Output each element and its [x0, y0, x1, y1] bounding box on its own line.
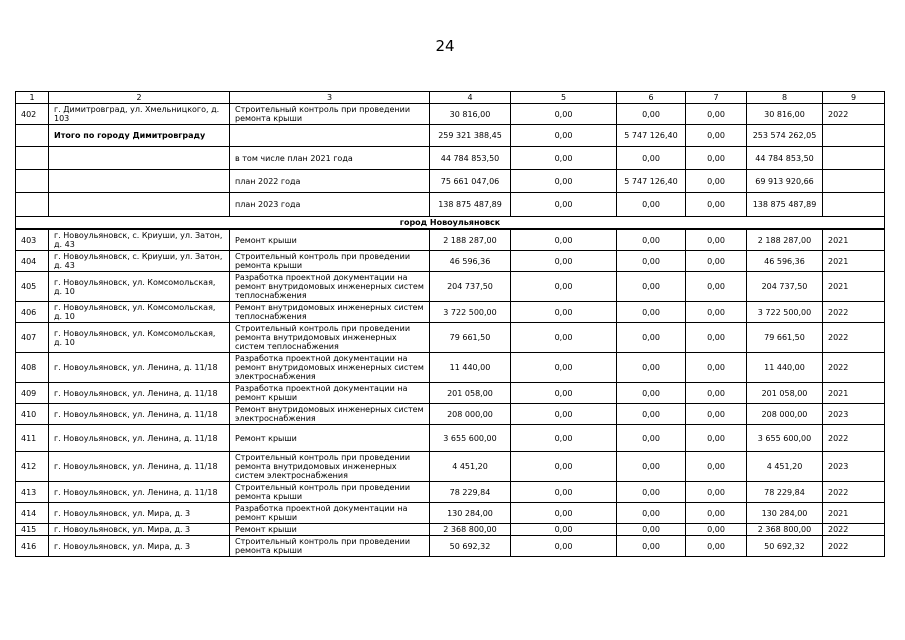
table-row — [16, 251, 885, 272]
funds-cell-7: 0,00 — [686, 503, 747, 524]
funds-cell-5: 0,00 — [511, 170, 617, 193]
address-cell: г. Новоульяновск, ул. Ленина, д. 11/18 — [49, 383, 230, 404]
funds-cell-5: 0,00 — [511, 524, 617, 536]
funds-cell-8: 4 451,20 — [747, 452, 823, 482]
funds-cell-7: 0,00 — [686, 323, 747, 353]
work-type-cell: Строительный контроль при проведении ремонта крыши — [230, 104, 430, 125]
funds-cell-8: 30 816,00 — [747, 104, 823, 125]
table-row — [16, 104, 885, 125]
funds-cell-6: 0,00 — [617, 323, 686, 353]
funds-cell-8: 208 000,00 — [747, 404, 823, 425]
plan-label: в том числе план 2021 года — [230, 147, 430, 170]
empty-cell — [49, 193, 230, 217]
address-cell: г. Новоульяновск, ул. Комсомольская, д. 10 — [49, 323, 230, 353]
column-header-5: 5 — [511, 92, 617, 104]
column-header-7: 7 — [686, 92, 747, 104]
row-number: 412 — [16, 452, 49, 482]
row-number: 407 — [16, 323, 49, 353]
funds-cell-5: 0,00 — [511, 404, 617, 425]
address-cell: г. Димитровград, ул. Хмельницкого, д. 103 — [49, 104, 230, 125]
funds-cell-8: 130 284,00 — [747, 503, 823, 524]
funds-cell-8: 204 737,50 — [747, 272, 823, 302]
funds-cell-6: 0,00 — [617, 104, 686, 125]
total-cost-cell: 138 875 487,89 — [430, 193, 511, 217]
total-cost-cell: 2 188 287,00 — [430, 229, 511, 251]
address-cell: г. Новоульяновск, ул. Ленина, д. 11/18 — [49, 353, 230, 383]
empty-cell — [16, 147, 49, 170]
work-type-cell: Строительный контроль при проведении ремонта внутридомовых инженерных систем теплоснабжения — [230, 323, 430, 353]
row-number: 405 — [16, 272, 49, 302]
year-cell: 2021 — [823, 229, 885, 251]
empty-cell — [16, 125, 49, 147]
work-type-cell: Строительный контроль при проведении ремонта внутридомовых инженерных систем электроснабжения — [230, 452, 430, 482]
funds-cell-7: 0,00 — [686, 170, 747, 193]
funds-cell-7: 0,00 — [686, 302, 747, 323]
funds-cell-5: 0,00 — [511, 251, 617, 272]
row-number: 406 — [16, 302, 49, 323]
funds-cell-8: 79 661,50 — [747, 323, 823, 353]
work-type-cell: Разработка проектной документации на ремонт крыши — [230, 383, 430, 404]
funds-cell-5: 0,00 — [511, 536, 617, 557]
row-number: 402 — [16, 104, 49, 125]
row-number: 414 — [16, 503, 49, 524]
row-number: 409 — [16, 383, 49, 404]
total-cost-cell: 2 368 800,00 — [430, 524, 511, 536]
column-header-3: 3 — [230, 92, 430, 104]
total-cost-cell: 78 229,84 — [430, 482, 511, 503]
plan-row — [16, 147, 885, 170]
total-cost-cell: 11 440,00 — [430, 353, 511, 383]
year-cell: 2021 — [823, 503, 885, 524]
funds-cell-5: 0,00 — [511, 193, 617, 217]
plan-row — [16, 193, 885, 217]
row-number: 408 — [16, 353, 49, 383]
funds-cell-5: 0,00 — [511, 302, 617, 323]
address-cell: г. Новоульяновск, ул. Мира, д. 3 — [49, 524, 230, 536]
funds-cell-5: 0,00 — [511, 323, 617, 353]
total-cost-cell: 208 000,00 — [430, 404, 511, 425]
empty-cell — [16, 170, 49, 193]
funds-cell-7: 0,00 — [686, 229, 747, 251]
year-cell: 2021 — [823, 383, 885, 404]
page-number: 24 — [435, 37, 455, 55]
funds-cell-8: 69 913 920,66 — [747, 170, 823, 193]
address-cell: г. Новоульяновск, ул. Ленина, д. 11/18 — [49, 452, 230, 482]
funds-cell-6: 0,00 — [617, 425, 686, 452]
year-cell: 2022 — [823, 524, 885, 536]
empty-cell — [823, 125, 885, 147]
row-number: 416 — [16, 536, 49, 557]
funds-cell-7: 0,00 — [686, 425, 747, 452]
funds-cell-8: 3 655 600,00 — [747, 425, 823, 452]
funds-cell-7: 0,00 — [686, 353, 747, 383]
row-number: 415 — [16, 524, 49, 536]
total-cost-cell: 201 058,00 — [430, 383, 511, 404]
table-row — [16, 323, 885, 353]
address-cell: г. Новоульяновск, ул. Ленина, д. 11/18 — [49, 404, 230, 425]
funds-cell-6: 0,00 — [617, 147, 686, 170]
table-row — [16, 404, 885, 425]
year-cell: 2023 — [823, 452, 885, 482]
funds-cell-5: 0,00 — [511, 125, 617, 147]
total-cost-cell: 204 737,50 — [430, 272, 511, 302]
work-type-cell: Строительный контроль при проведении ремонта крыши — [230, 482, 430, 503]
funds-cell-5: 0,00 — [511, 425, 617, 452]
year-cell: 2021 — [823, 251, 885, 272]
work-type-cell: Ремонт крыши — [230, 524, 430, 536]
funds-cell-8: 50 692,32 — [747, 536, 823, 557]
funds-cell-5: 0,00 — [511, 272, 617, 302]
funds-cell-5: 0,00 — [511, 482, 617, 503]
work-type-cell: Ремонт внутридомовых инженерных систем теплоснабжения — [230, 302, 430, 323]
header-row — [16, 92, 885, 104]
funds-cell-6: 0,00 — [617, 383, 686, 404]
empty-cell — [49, 147, 230, 170]
plan-row — [16, 170, 885, 193]
funds-cell-5: 0,00 — [511, 147, 617, 170]
funds-cell-7: 0,00 — [686, 125, 747, 147]
funds-cell-5: 0,00 — [511, 229, 617, 251]
column-header-1: 1 — [16, 92, 49, 104]
capital-repair-table — [15, 91, 885, 557]
work-type-cell: Разработка проектной документации на ремонт крыши — [230, 503, 430, 524]
year-cell: 2022 — [823, 302, 885, 323]
funds-cell-6: 0,00 — [617, 229, 686, 251]
total-cost-cell: 3 722 500,00 — [430, 302, 511, 323]
empty-cell — [823, 193, 885, 217]
table-row — [16, 425, 885, 452]
funds-cell-6: 0,00 — [617, 193, 686, 217]
table-row — [16, 272, 885, 302]
funds-cell-8: 2 188 287,00 — [747, 229, 823, 251]
address-cell: г. Новоульяновск, ул. Мира, д. 3 — [49, 536, 230, 557]
row-number: 404 — [16, 251, 49, 272]
funds-cell-7: 0,00 — [686, 536, 747, 557]
totals-label: Итого по городу Димитровграду — [49, 125, 230, 147]
work-type-cell: Строительный контроль при проведении ремонта крыши — [230, 251, 430, 272]
table-body — [16, 92, 885, 557]
work-type-cell: Ремонт внутридомовых инженерных систем электроснабжения — [230, 404, 430, 425]
funds-cell-8: 78 229,84 — [747, 482, 823, 503]
table-row — [16, 383, 885, 404]
funds-cell-5: 0,00 — [511, 383, 617, 404]
table-row — [16, 452, 885, 482]
year-cell: 2021 — [823, 272, 885, 302]
column-header-8: 8 — [747, 92, 823, 104]
work-type-cell: Ремонт крыши — [230, 229, 430, 251]
address-cell: г. Новоульяновск, ул. Комсомольская, д. 10 — [49, 272, 230, 302]
column-header-6: 6 — [617, 92, 686, 104]
funds-cell-7: 0,00 — [686, 104, 747, 125]
funds-cell-6: 5 747 126,40 — [617, 125, 686, 147]
total-cost-cell: 3 655 600,00 — [430, 425, 511, 452]
total-cost-cell: 46 596,36 — [430, 251, 511, 272]
funds-cell-7: 0,00 — [686, 251, 747, 272]
funds-cell-6: 0,00 — [617, 482, 686, 503]
year-cell: 2023 — [823, 404, 885, 425]
table-row — [16, 482, 885, 503]
year-cell: 2022 — [823, 104, 885, 125]
empty-cell — [823, 170, 885, 193]
total-cost-cell: 259 321 388,45 — [430, 125, 511, 147]
funds-cell-6: 0,00 — [617, 524, 686, 536]
funds-cell-6: 0,00 — [617, 251, 686, 272]
funds-cell-6: 0,00 — [617, 503, 686, 524]
total-cost-cell: 75 661 047,06 — [430, 170, 511, 193]
column-header-9: 9 — [823, 92, 885, 104]
empty-cell — [823, 147, 885, 170]
plan-label: план 2022 года — [230, 170, 430, 193]
address-cell: г. Новоульяновск, ул. Ленина, д. 11/18 — [49, 425, 230, 452]
row-number: 413 — [16, 482, 49, 503]
address-cell: г. Новоульяновск, с. Криуши, ул. Затон, д. 43 — [49, 251, 230, 272]
work-type-cell: Разработка проектной документации на ремонт внутридомовых инженерных систем электроснабжения — [230, 353, 430, 383]
table-row — [16, 524, 885, 536]
row-number: 410 — [16, 404, 49, 425]
section-title: город Новоульяновск — [16, 217, 885, 230]
funds-cell-8: 138 875 487,89 — [747, 193, 823, 217]
row-number: 403 — [16, 229, 49, 251]
funds-cell-6: 0,00 — [617, 452, 686, 482]
funds-cell-8: 3 722 500,00 — [747, 302, 823, 323]
work-type-cell: Ремонт крыши — [230, 425, 430, 452]
table-row — [16, 503, 885, 524]
funds-cell-6: 5 747 126,40 — [617, 170, 686, 193]
work-type-cell: Строительный контроль при проведении ремонта крыши — [230, 536, 430, 557]
table-row — [16, 353, 885, 383]
funds-cell-6: 0,00 — [617, 302, 686, 323]
column-header-4: 4 — [430, 92, 511, 104]
funds-cell-6: 0,00 — [617, 404, 686, 425]
funds-cell-5: 0,00 — [511, 353, 617, 383]
total-cost-cell: 44 784 853,50 — [430, 147, 511, 170]
funds-cell-7: 0,00 — [686, 147, 747, 170]
funds-cell-5: 0,00 — [511, 452, 617, 482]
funds-cell-7: 0,00 — [686, 524, 747, 536]
funds-cell-7: 0,00 — [686, 272, 747, 302]
funds-cell-6: 0,00 — [617, 536, 686, 557]
funds-cell-6: 0,00 — [617, 353, 686, 383]
funds-cell-8: 46 596,36 — [747, 251, 823, 272]
empty-cell — [16, 193, 49, 217]
funds-cell-8: 44 784 853,50 — [747, 147, 823, 170]
funds-cell-7: 0,00 — [686, 482, 747, 503]
table-row — [16, 302, 885, 323]
funds-cell-8: 201 058,00 — [747, 383, 823, 404]
empty-cell — [230, 125, 430, 147]
funds-cell-5: 0,00 — [511, 503, 617, 524]
table-row — [16, 229, 885, 251]
funds-cell-7: 0,00 — [686, 193, 747, 217]
work-type-cell: Разработка проектной документации на ремонт внутридомовых инженерных систем теплоснабжения — [230, 272, 430, 302]
year-cell: 2022 — [823, 425, 885, 452]
year-cell: 2022 — [823, 323, 885, 353]
column-header-2: 2 — [49, 92, 230, 104]
funds-cell-8: 2 368 800,00 — [747, 524, 823, 536]
address-cell: г. Новоульяновск, ул. Мира, д. 3 — [49, 503, 230, 524]
row-number: 411 — [16, 425, 49, 452]
funds-cell-7: 0,00 — [686, 452, 747, 482]
total-cost-cell: 30 816,00 — [430, 104, 511, 125]
year-cell: 2022 — [823, 353, 885, 383]
funds-cell-6: 0,00 — [617, 272, 686, 302]
total-cost-cell: 50 692,32 — [430, 536, 511, 557]
total-cost-cell: 130 284,00 — [430, 503, 511, 524]
section-row — [16, 217, 885, 230]
table-row — [16, 536, 885, 557]
year-cell: 2022 — [823, 536, 885, 557]
total-cost-cell: 79 661,50 — [430, 323, 511, 353]
funds-cell-8: 253 574 262,05 — [747, 125, 823, 147]
address-cell: г. Новоульяновск, ул. Ленина, д. 11/18 — [49, 482, 230, 503]
funds-cell-7: 0,00 — [686, 404, 747, 425]
empty-cell — [49, 170, 230, 193]
funds-cell-7: 0,00 — [686, 383, 747, 404]
plan-label: план 2023 года — [230, 193, 430, 217]
year-cell: 2022 — [823, 482, 885, 503]
funds-cell-5: 0,00 — [511, 104, 617, 125]
funds-cell-8: 11 440,00 — [747, 353, 823, 383]
total-cost-cell: 4 451,20 — [430, 452, 511, 482]
address-cell: г. Новоульяновск, ул. Комсомольская, д. 10 — [49, 302, 230, 323]
totals-row — [16, 125, 885, 147]
address-cell: г. Новоульяновск, с. Криуши, ул. Затон, д. 43 — [49, 229, 230, 251]
